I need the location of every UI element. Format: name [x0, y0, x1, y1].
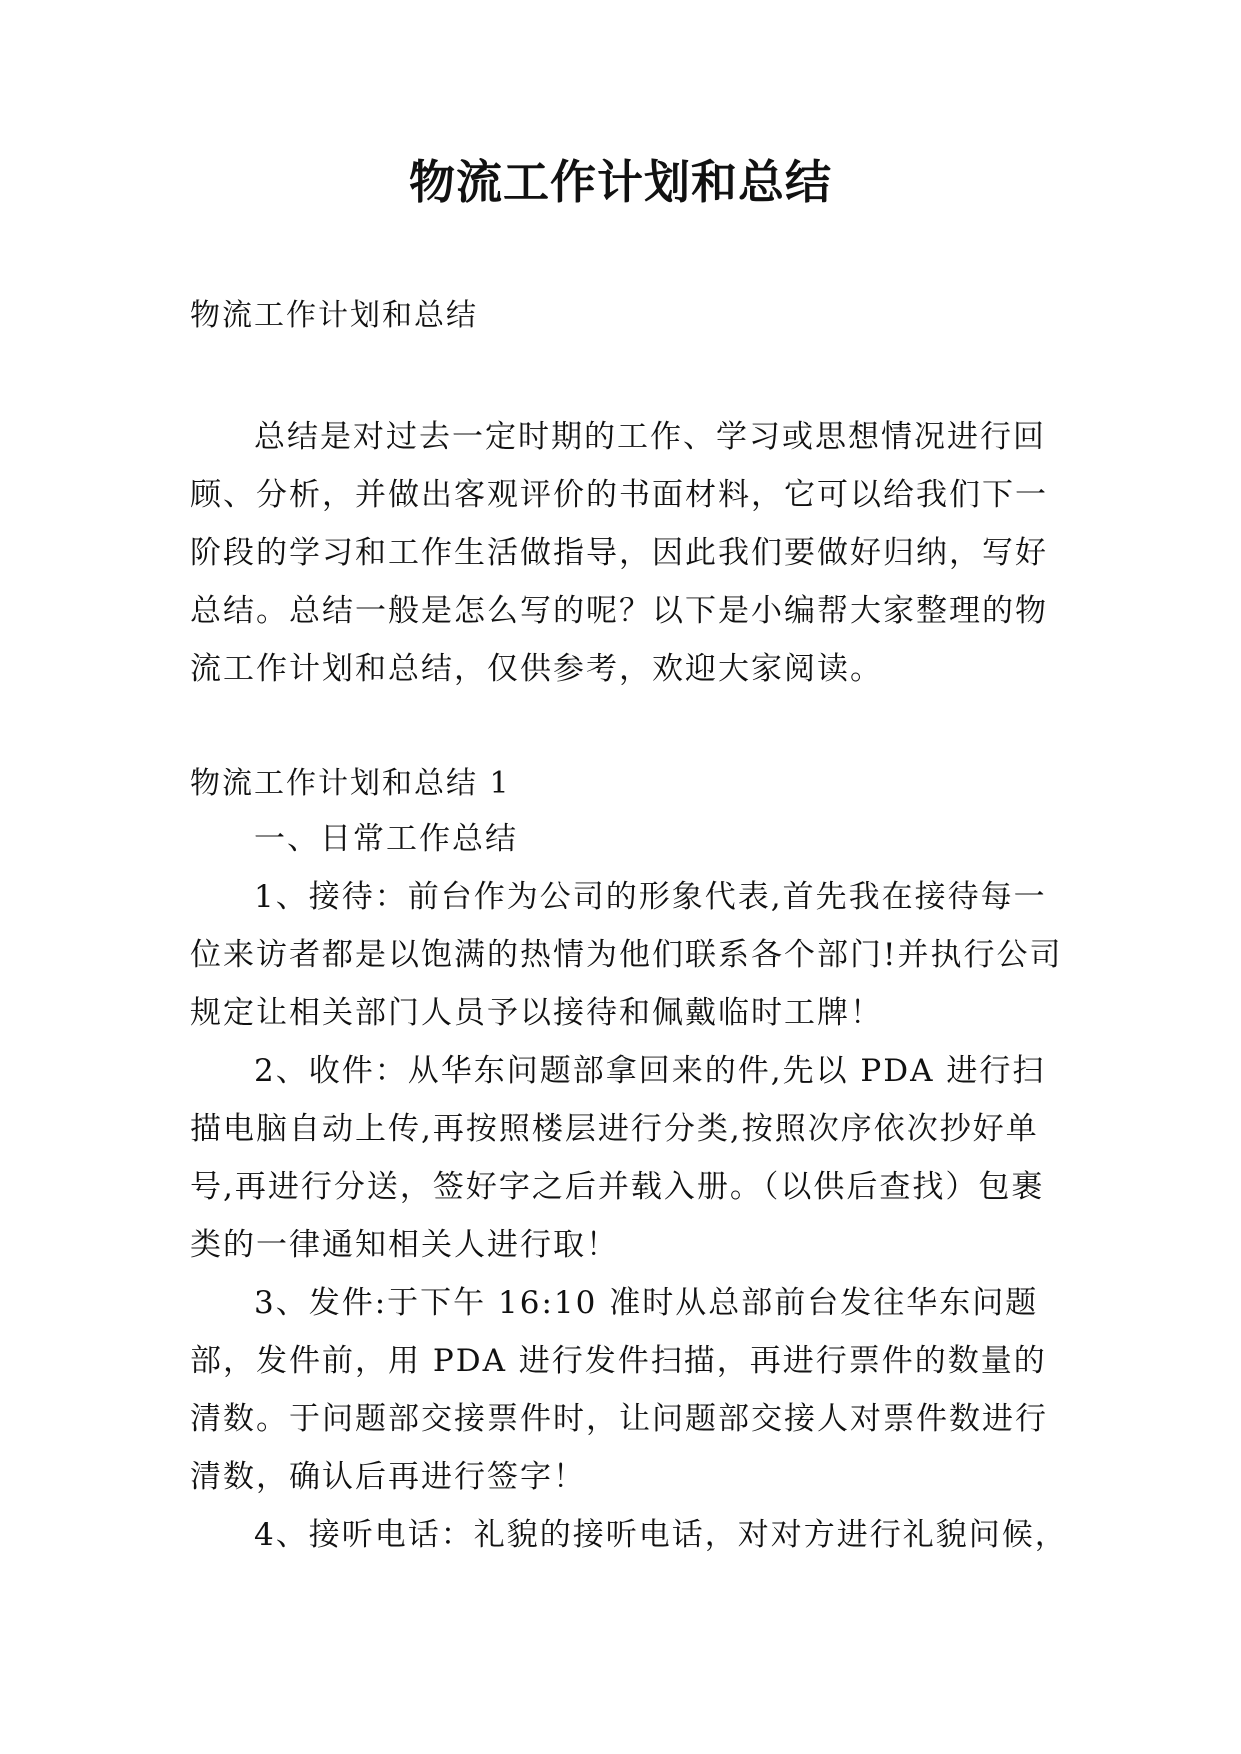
paragraph-receiving: 2、收件：从华东问题部拿回来的件,先以 PDA 进行扫描电脑自动上传,再按照楼层进行分类,按照次序依次抄好单号,再进行分送，签好字之后并载入册。（以供后查找）包裹类的一律通知相关人进行取！: [190, 1053, 1046, 1263]
intro-paragraph: 总结是对过去一定时期的工作、学习或思想情况进行回顾、分析，并做出客观评价的书面材料，它可以给我们下一阶段的学习和工作生活做指导，因此我们要做好归纳，写好总结。总结一般是怎么写的呢？以下是小编帮大家整理的物流工作计划和总结，仅供参考，欢迎大家阅读。: [190, 419, 1048, 687]
section-body: [190, 810, 1070, 1564]
paragraph-sending: 3、发件:于下午 16:10 准时从总部前台发往华东问题部，发件前，用 PDA 进行发件扫描，再进行票件的数量的清数。于问题部交接票件时，让问题部交接人对票件数进行清数，确认后再进行签字！: [190, 1285, 1048, 1495]
document-title: 物流工作计划和总结: [409, 155, 832, 209]
section-heading: 物流工作计划和总结 1: [190, 766, 511, 801]
paragraph-heading-daily-summary: 一、日常工作总结: [254, 821, 518, 857]
paragraph-phone: 4、接听电话：礼貌的接听电话，对对方进行礼貌问候，: [254, 1517, 1068, 1553]
document-subtitle: 物流工作计划和总结: [190, 298, 478, 333]
paragraph-reception: 1、接待：前台作为公司的形象代表,首先我在接待每一位来访者都是以饱满的热情为他们联系各个部门!并执行公司规定让相关部门人员予以接待和佩戴临时工牌！: [190, 879, 1063, 1031]
